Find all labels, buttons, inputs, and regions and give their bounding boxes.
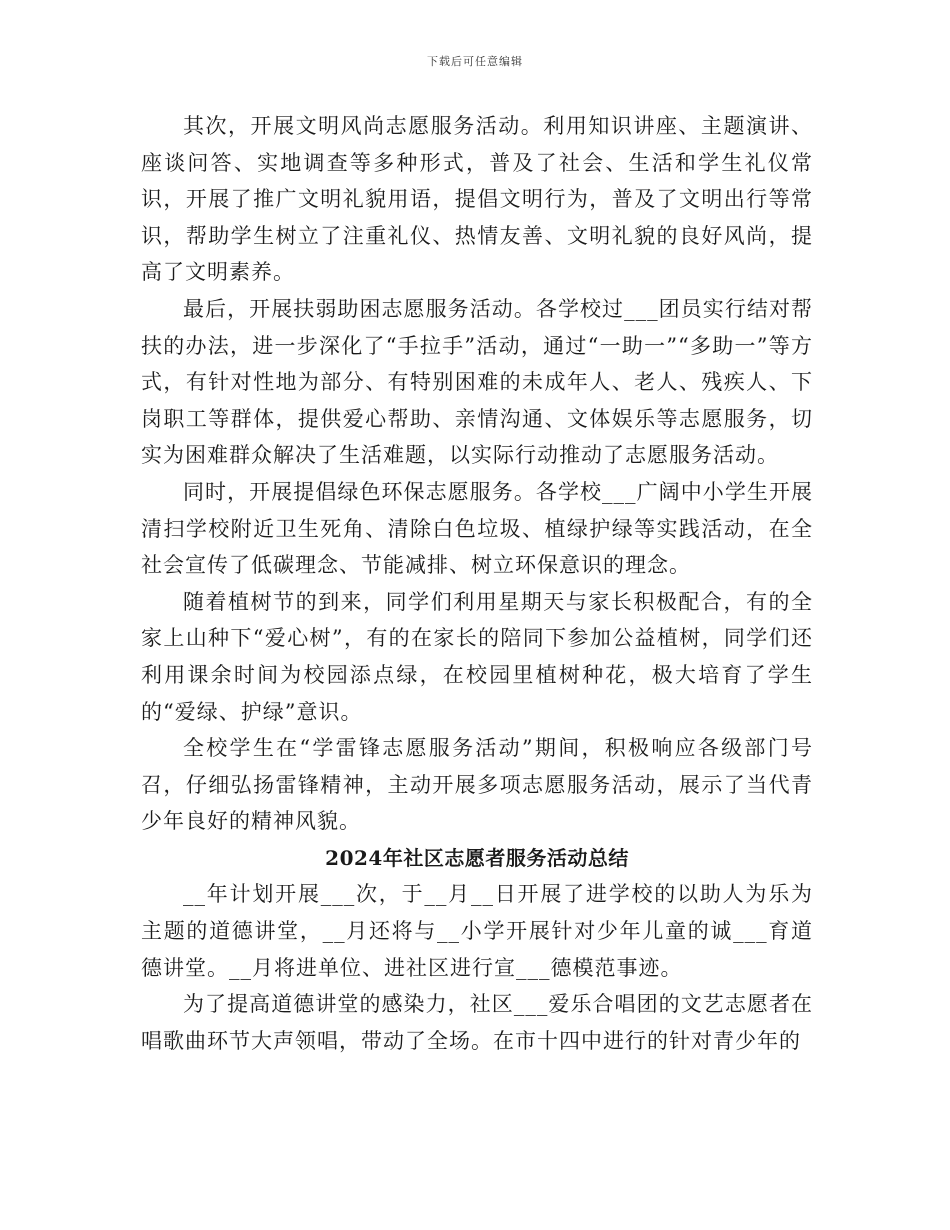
- paragraph-environment: 同时，开展提倡绿色环保志愿服务。各学校___广阔中小学生开展清扫学校附近卫生死角、清除白色垃圾、植绿护绿等实践活动，在全社会宣传了低碳理念、节能减排、树立环保意识的理念。: [141, 479, 813, 578]
- paragraph-plan: __年计划开展___次，于__月__日开展了进学校的以助人为乐为主题的道德讲堂，__月还将与__小学开展针对少年儿童的诚___育道德讲堂。__月将进单位、进社区进行宣___德模范事迹。: [141, 882, 813, 980]
- paragraph-civility: 其次，开展文明风尚志愿服务活动。利用知识讲座、主题演讲、座谈问答、实地调查等多种形式，普及了社会、生活和学生礼仪常识，开展了推广文明礼貌用语，提倡文明行为，普及了文明出行等常识，帮助学生树立了注重礼仪、热情友善、文明礼貌的良好风尚，提高了文明素养。: [141, 114, 813, 285]
- section-title: 2024年社区志愿者服务活动总结: [325, 845, 629, 870]
- paragraph-choir: 为了提高道德讲堂的感染力，社区___爱乐合唱团的文艺志愿者在唱歌曲环节大声领唱，带动了全场。在市十四中进行的针对青少年的: [141, 992, 813, 1053]
- paragraph-assistance: 最后，开展扶弱助困志愿服务活动。各学校过___团员实行结对帮扶的办法，进一步深化了“手拉手”活动，通过“一助一”“多助一”等方式，有针对性地为部分、有特别困难的未成年人、老人、残疾人、下岗职工等群体，提供爱心帮助、亲情沟通、文体娱乐等志愿服务，切实为困难群众解决了生活难题，以实际行动推动了志愿服务活动。: [141, 296, 813, 468]
- document-body: [141, 108, 813, 1059]
- page-header-note: 下载后可任意编辑: [427, 55, 523, 68]
- paragraph-lei-feng: 全校学生在“学雷锋志愿服务活动”期间，积极响应各级部门号召，仔细弘扬雷锋精神，主动开展多项志愿服务活动，展示了当代青少年良好的精神风貌。: [141, 736, 813, 834]
- paragraph-tree-planting: 随着植树节的到来，同学们利用星期天与家长积极配合，有的全家上山种下“爱心树”，有的在家长的陪同下参加公益植树，同学们还利用课余时间为校园添点绿，在校园里植树种花，极大培育了学生的“爱绿、护绿”意识。: [141, 589, 813, 724]
